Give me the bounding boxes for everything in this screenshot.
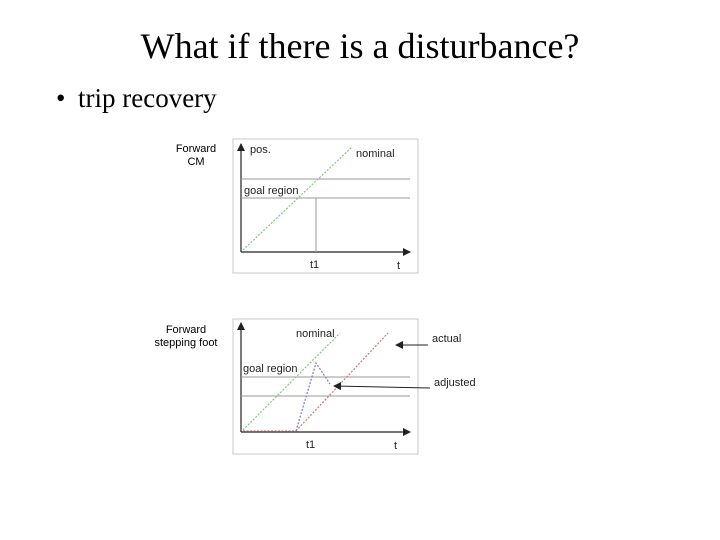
actual-callout-label: actual (432, 333, 462, 345)
bottom-ylabel-line2: stepping foot (154, 337, 218, 349)
bottom-goal-label: goal region (243, 363, 298, 375)
slide-title: What if there is a disturbance? (140, 26, 580, 66)
top-ylabel-line1: Forward (175, 143, 217, 155)
top-nominal-label: nominal (356, 148, 395, 160)
bottom-ylabel-line1: Forward (165, 324, 207, 336)
top-pos-label: pos. (250, 144, 271, 156)
bottom-nominal-label: nominal (296, 328, 335, 340)
bottom-graph (233, 319, 418, 454)
top-t1-label: t1 (310, 259, 320, 271)
bullet-dot-icon: • (56, 83, 66, 113)
bottom-t-label: t (394, 440, 398, 452)
bottom-t1-label: t1 (306, 439, 316, 451)
bullet-text: trip recovery (78, 83, 217, 113)
top-ylabel-line2: CM (187, 156, 205, 168)
top-t-label: t (397, 260, 401, 272)
adjusted-callout-label: adjusted (434, 377, 476, 389)
top-graph (233, 139, 418, 273)
top-goal-label: goal region (244, 185, 299, 197)
